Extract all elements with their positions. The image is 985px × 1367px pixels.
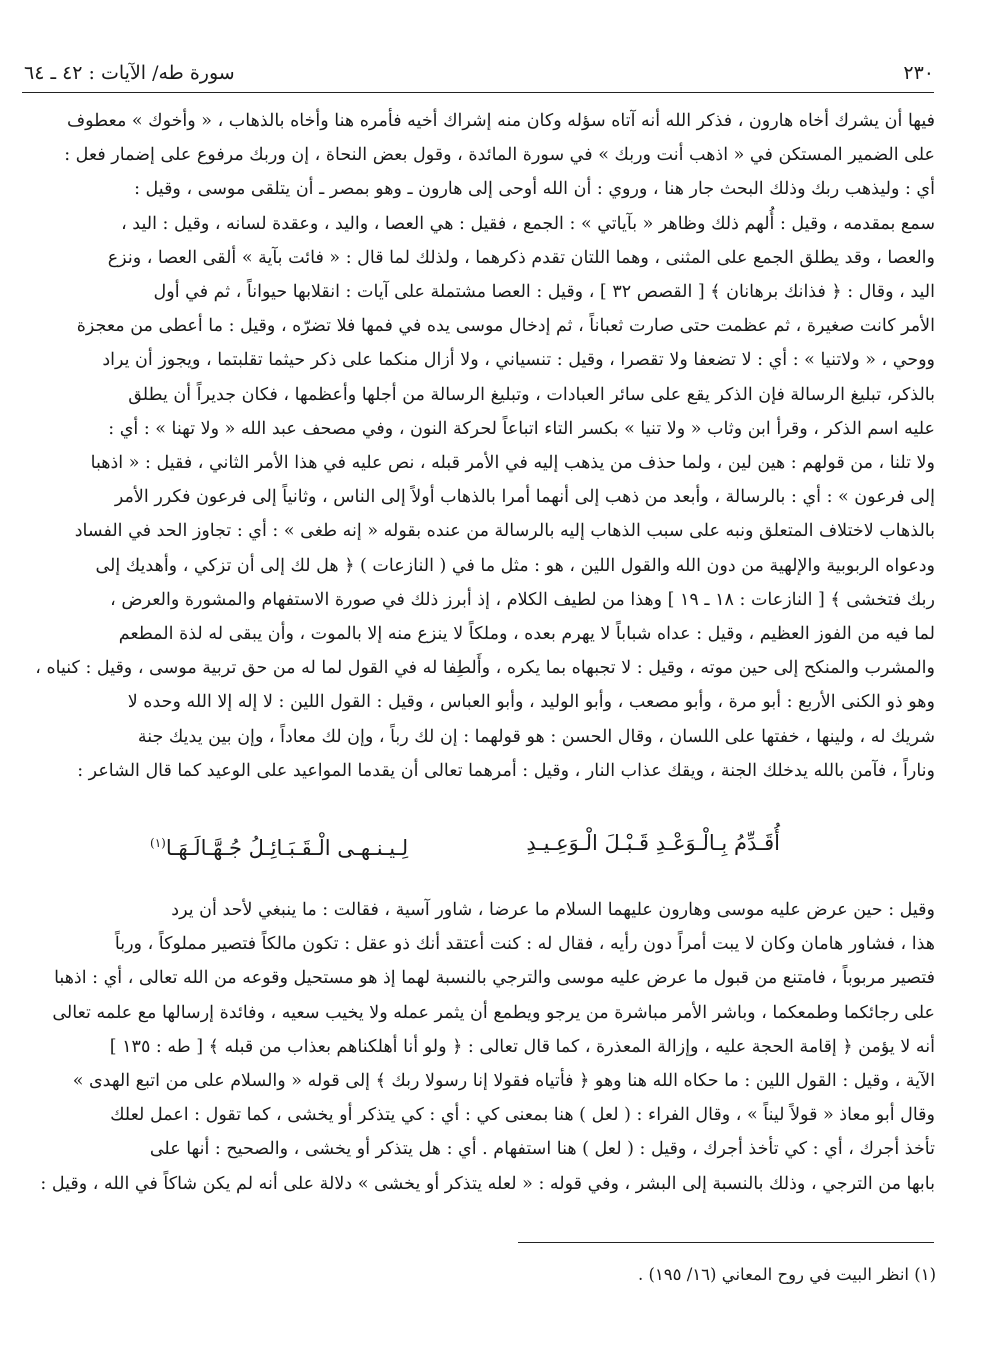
page-number: ٢٣٠ [903,62,934,84]
verse-first-hemistich: أُقَـدِّمُ بِـالْـوَعْـدِ قَـبْـلَ الْـوَعِـيـدِ [526,831,780,855]
header-divider [22,92,934,93]
text-line: الأمر كانت صغيرة ، ثم عظمت حتى صارت ثعباناً ، ثم إدخال موسى يده في فمها فلا تضرّه ، وقيل : ما أعطى من معجزة [76,316,935,337]
text-line: ولا تلنا ، من قولهم : هين لين ، ولما حذف من يذهب إليه في الأمر قبله ، نص عليه في هذا الأمر الثاني ، فقيل : « اذهبا [90,453,935,474]
footnote-marker[interactable]: (١) [150,836,166,850]
text-line: فتصير مربوباً ، فامتنع من قبول ما عرض عليه موسى والترجي بالنسبة لهما إذ هو مستحيل وقوعه من الله تعالى ، أي : اذهبا [54,968,935,989]
text-line: بالذهاب لاختلاف المتعلق ونبه على سبب الذهاب إليه بالرسالة من عنده بقوله « إنه طغى » : أي : تجاوز الحد في الفساد [74,521,935,542]
text-line: لما فيه من الفوز العظيم ، وقيل : عداه شباباً لا يهرم بعده ، وملكاً لا ينزع منه إلا بالموت ، وأن يبقى له لذة المطعم [118,624,935,645]
text-line: إلى فرعون » : أي : بالرسالة ، وأبعد من ذهب إلى أنهما أمرا بالذهاب أولاً إلى الناس ، وثانياً إلى فرعون فكرر الأمر [114,487,935,508]
text-line: وهو ذو الكنى الأربع : أبو مرة ، وأبو مصعب ، وأبو الوليد ، وأبو العباس ، وقيل : القول اللين : لا إله إلا الله وحده لا [127,692,935,713]
commentary-text-top [30,104,935,788]
text-line: على رجائكما وطمعكما ، وباشر الأمر مباشرة من يرجو ويطمع أن يثمر عمله ولا يخيب سعيه ، وفائدة إرسالها مع علمه تعالى [52,1002,935,1023]
text-line: أنه لا يؤمن ﴿ إقامة الحجة عليه ، وإزالة المعذرة ، كما قال تعالى : ﴿ ولو أنا أهلكناهم بعذاب من قبله ﴾ [ طه : ١٣٥ ] [109,1036,935,1057]
text-line: فيها أن يشرك أخاه هارون ، فذكر الله أنه آتاه سؤله وكان منه إشراك أخيه فأمره هنا وأخاه بالذهاب ، « وأخوك » معطوف [66,111,935,131]
footnote-divider [518,1242,934,1243]
text-line: والمشرب والمنكح إلى حين موته ، وقيل : لا تجبهاه بما يكره ، وأَلطِفا له في القول لما له من حق تربية موسى ، وقيل : كنياه ، [35,658,935,679]
verse-second-hemistich: لِـيـنـهـى الْـقَـبَـائِـلُ جُـهَّـالَـهَـا$^{(١)}$ [150,836,409,860]
text-line: ووحي ، « ولاتنيا » : أي : لا تضعفا ولا تقصرا ، وقيل : تنسياني ، ولا أزال منكما على ذكر حيثما تقلبتما ، ويجوز أن يراد [102,350,935,371]
text-line: بالذكر، تبليغ الرسالة فإن الذكر يقع على سائر العبادات ، وتبليغ الرسالة من أجلها وأعظمها ، فكان جديراً أن يطلق [128,384,935,405]
footnote: (١) انظر البيت في روح المعاني (١٦/ ١٩٥) . [637,1265,936,1284]
text-line: تأخذ أجرك ، أي : كي تأخذ أجرك ، وقيل : ( لعل ) هنا استفهام . أي : هل يتذكر أو يخشى ، والصحيح : أنها على [149,1139,935,1160]
text-line: ودعواه الربوبية والإلهية من دون الله والقول اللين ، هو : مثل ما في ( النازعات ) ﴿ هل لك إلى أن تزكي ، وأهديك إلى [95,555,935,576]
text-line: أي : وليذهب ربك وذلك البحث جار هنا ، وروي : أن الله أوحى إلى هارون ـ وهو بمصر ـ أن يتلقى موسى ، وقيل : [134,179,935,200]
text-line: على الضمير المستكن في « اذهب أنت وربك » في سورة المائدة ، وقول بعض النحاة ، إن وربك مرفوع على إضمار فعل : [64,145,935,166]
text-line: وقال أبو معاذ « قولاً ليناً » ، وقال الفراء : ( لعل ) هنا بمعنى كي : أي : كي يتذكر أو يخشى ، كما تقول : اعمل لعلك [110,1105,935,1126]
text-line: بابها من الترجي ، وذلك بالنسبة إلى البشر ، وفي قوله : « لعله يتذكر أو يخشى » دلالة على أنه لم يكن شاكاً في الله ، وقيل : [40,1173,935,1194]
surah-title: سورة طه/ الآيات : ٤٢ ـ ٦٤ [24,62,235,84]
text-line: سمع بمقدمه ، وقيل : أُلهم ذلك وظاهر « بآياتي » : الجمع ، فقيل : هي العصا ، واليد ، وعقدة لسانه ، وقيل : اليد ، [121,213,935,234]
page-header [24,58,934,88]
text-line: والعصا ، وقد يطلق الجمع على المثنى ، وهما اللتان تقدم ذكرهما ، ولذلك لما قال : « فائت بآية » ألقى العصا ، ونزع [107,247,935,268]
text-line: ربك فتخشى ﴾ [ النازعات : ١٨ ـ ١٩ ] وهذا من لطيف الكلام ، إذ أبرز ذلك في صورة الاستفهام والمشورة والعرض ، [110,589,935,610]
text-line: عليه اسم الذكر ، وقرأ ابن وثاب « ولا تنيا » بكسر التاء اتباعاً لحركة النون ، وفي مصحف عبد الله « ولا تهنا » : أي : [108,418,935,439]
text-line: وقيل : حين عرض عليه موسى وهارون عليهما السلام ما عرضا ، شاور آسية ، فقالت : ما ينبغي لأحد أن يرد [171,900,935,920]
text-line: اليد ، وقال : ﴿ فذانك برهانان ﴾ [ القصص ٣٢ ] ، وقيل : العصا مشتملة على آيات : انقلابها حيواناً ، ثم في أول [153,282,935,303]
text-line: شريك له ، ولينها ، خفتها على اللسان ، وقال الحسن : هو قولهما : إن لك رباً ، وإن لك معاداً ، وإن بين يديك جنة [137,726,935,747]
poetry-verse [150,828,780,863]
text-line: الآية ، وقيل : القول اللين : ما حكاه الله هنا وهو ﴿ فأتياه فقولا إنا رسولا ربك ﴾ إلى قوله « والسلام على من اتبع الهدى » [72,1071,935,1092]
text-line: هذا ، فشاور هامان وكان لا يبت أمراً دون رأيه ، فقال له : كنت أعتقد أنك ذو عقل : تكون مالكاً فتصير مملوكاً ، ورباً [114,934,935,955]
text-line: وناراً ، فآمن بالله يدخلك الجنة ، ويقك عذاب النار ، وقيل : أمرهما تعالى أن يقدما المواعيد على الوعيد كما قال الشاعر : [77,760,935,781]
commentary-text-bottom [30,893,935,1201]
